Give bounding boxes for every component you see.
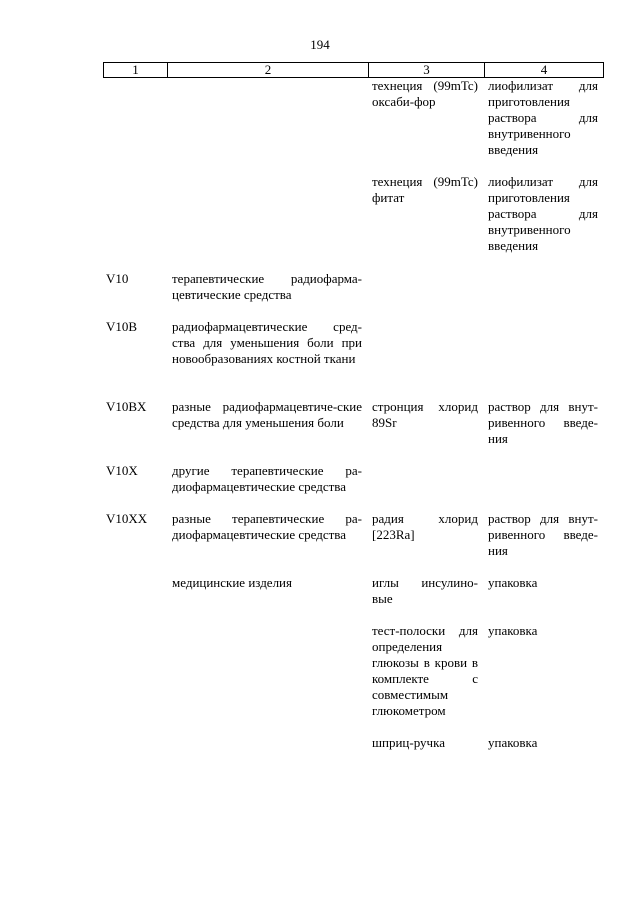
anatomical-group: другие терапевтические ра-диофармацевтические средства [172, 463, 362, 494]
atc-code: V10BX [106, 399, 147, 414]
dosage-form: лиофилизат для приготовления раствора для внутривенного введения [488, 174, 598, 253]
drug-name: радия хлорид [223Ra] [372, 511, 478, 542]
anatomical-group: медицинские изделия [172, 575, 292, 590]
column-header-2: 2 [168, 63, 369, 78]
drug-name: иглы инсулино-вые [372, 575, 478, 606]
dosage-form: упаковка [488, 575, 538, 590]
drug-name: тест-полоски для определения глюкозы в крови в комплекте с совместимым глюкометром [372, 623, 478, 718]
drug-name: технеция (99mTc) фитат [372, 174, 478, 205]
drug-name: стронция хлорид 89Sr [372, 399, 478, 430]
atc-code: V10B [106, 319, 138, 334]
dosage-form: лиофилизат для приготовления раствора для внутривенного введения [488, 78, 598, 157]
column-header-3: 3 [369, 63, 485, 78]
column-header-4: 4 [485, 63, 604, 78]
atc-code: V10XX [106, 511, 148, 526]
anatomical-group: разные терапевтические ра-диофармацевтические средства [172, 511, 362, 542]
atc-code: V10X [106, 463, 138, 478]
dosage-form: упаковка [488, 735, 538, 750]
atc-code: V10 [106, 271, 129, 286]
column-header-1: 1 [104, 63, 168, 78]
dosage-form: упаковка [488, 623, 538, 638]
anatomical-group: разные радиофармацевтиче-ские средства для уменьшения боли [172, 399, 362, 430]
anatomical-group: радиофармацевтические сред-ства для уменьшения боли при новообразованиях костной ткани [172, 319, 362, 366]
dosage-form: раствор для внут-ривенного введе-ния [488, 399, 598, 446]
drug-name: шприц-ручка [372, 735, 445, 750]
drug-name: технеция (99mTc) оксаби-фор [372, 78, 478, 109]
anatomical-group: терапевтические радиофарма-цевтические средства [172, 271, 362, 302]
dosage-form: раствор для внут-ривенного введе-ния [488, 511, 598, 558]
column-header-table [103, 62, 604, 78]
page-number: 194 [310, 37, 330, 52]
